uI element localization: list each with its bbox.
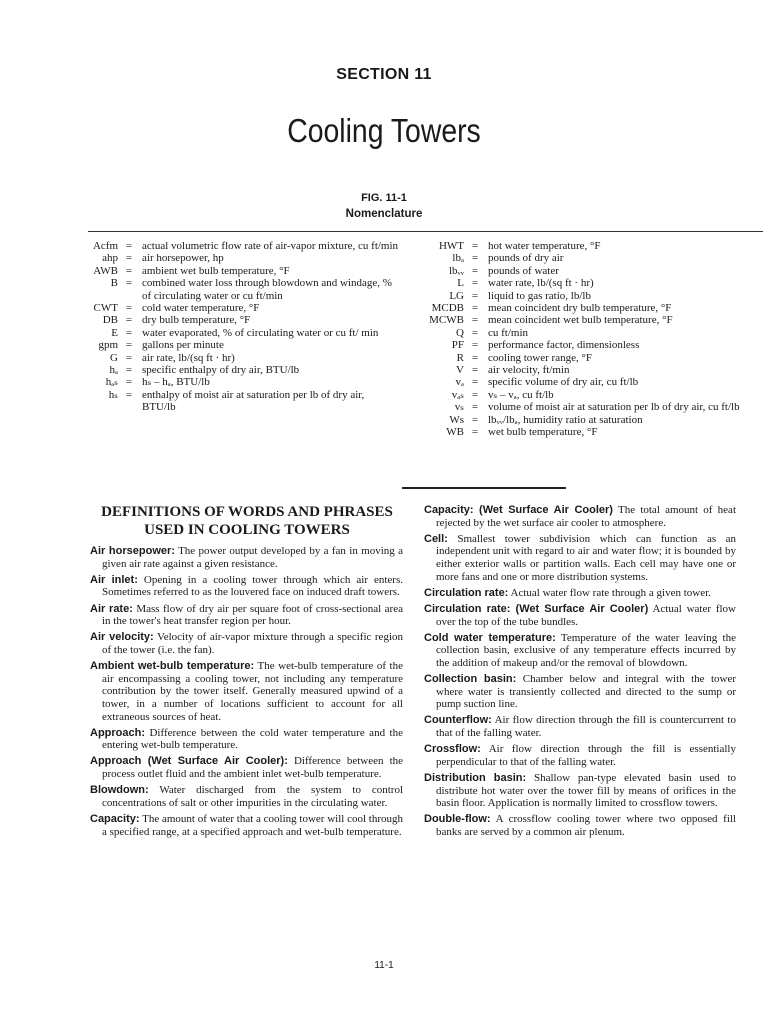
nomenclature-row [88,240,400,252]
definition-term: Capacity: (Wet Surface Air Cooler) [424,504,613,516]
definition-entry [424,632,736,670]
nomenclature-definition: air rate, lb/(sq ft · hr) [142,351,235,364]
equals-sign: = [125,264,133,277]
nomenclature-row [420,339,750,351]
definition-entry [90,631,403,656]
nomenclature-row [88,327,400,339]
definition-text: Opening in a cooling tower through which air enters. Sometimes referred to as the louvered face on induced draft towers. [102,573,403,599]
nomenclature-row [420,265,750,277]
equals-sign: = [125,339,133,352]
definition-text: Smallest tower subdivision which can function as an independent unit with regard to air and water flow; it is bounded by either exterior walls or partition walls. Each cell may have one or more fans and one or more distribution systems. [436,532,737,583]
nomenclature-definition: hot water temperature, °F [488,240,601,252]
nomenclature-row [88,376,400,388]
definition-text: Mass flow of dry air per square foot of cross-sectional area in the tower's heat transfer region per hour. [102,602,403,628]
definition-term: Counterflow: [424,714,492,727]
nomenclature-symbol: hₐₛ [105,376,118,389]
definition-text: A crossflow cooling tower where two opposed fill banks are served by a common air plenum. [436,813,736,838]
nomenclature-definition: lbᵥᵥ/lbₐ, humidity ratio at saturation [488,413,643,426]
nomenclature-symbol: vₐ [455,376,464,389]
equals-sign: = [471,240,479,252]
nomenclature-symbol: Acfm [92,240,118,252]
nomenclature-symbol: MCDB [431,302,464,315]
definition-term: Ambient wet-bulb temperature: [90,660,255,673]
equals-sign: = [471,413,479,426]
definition-term: Air rate: [90,602,133,615]
section-label: SECTION 11 [336,66,432,83]
equals-sign: = [125,302,133,315]
nomenclature-definition: mean coincident wet bulb temperature, °F [488,314,673,327]
nomenclature-symbol: AWB [93,264,118,277]
definition-text: Air flow direction through the fill is countercurrent to that of the falling water. [436,714,736,740]
nomenclature-row [420,414,750,426]
definition-text: Air flow direction through the fill is essentially perpendicular to that of the falling water. [436,743,736,768]
equals-sign: = [471,326,479,339]
nomenclature-row [420,327,750,339]
definition-term: Air velocity: [90,631,154,644]
nomenclature-row [420,252,750,264]
definition-entry [424,533,736,583]
definitions-right-column [424,504,736,842]
nomenclature-definition: volume of moist air at saturation per lb of dry air, cu ft/lb [488,401,740,414]
definition-term: Blowdown: [90,784,149,797]
equals-sign: = [125,351,133,364]
definition-text: The power output developed by a fan in moving a given air rate against a given resistance. [102,545,403,570]
nomenclature-row [420,389,750,401]
definition-term: Circulation rate: (Wet Surface Air Cooler) [424,602,649,615]
definition-text: Shallow pan-type elevated basin used to distribute hot water over the tower fill by means of orifices in the basin floor. Application is normally limited to crossflow towers. [436,772,736,810]
nomenclature-definition: water evaporated, % of circulating water or cu ft/ min [142,326,379,339]
nomenclature-definition: combined water loss through blowdown and windage, % of circulating water or cu ft/min [142,277,392,302]
definition-entry [424,587,736,600]
top-divider [88,231,763,232]
definition-text: Water discharged from the system to control concentrations of salt or other impurities in the circulating water. [102,784,403,809]
nomenclature-row [88,277,400,302]
nomenclature-symbol: LG [449,289,464,302]
equals-sign: = [471,401,479,414]
nomenclature-row [88,252,400,264]
definition-term: Approach: [90,726,145,739]
definition-entry [90,660,403,723]
equals-sign: = [125,326,133,339]
nomenclature-row [88,389,400,414]
definition-entry [424,743,736,768]
definition-entry [424,504,736,529]
nomenclature-definition: ambient wet bulb temperature, °F [142,264,290,277]
nomenclature-row [420,426,750,438]
equals-sign: = [125,376,133,389]
nomenclature-row [420,314,750,326]
nomenclature-definition: pounds of water [488,264,559,277]
definition-term: Collection basin: [424,673,517,686]
definition-term: Air inlet: [90,573,138,586]
nomenclature-symbol: hₐ [109,364,118,377]
definition-entry [90,755,403,780]
nomenclature-row [420,302,750,314]
nomenclature-definition: cu ft/min [488,326,529,339]
nomenclature-row [420,352,750,364]
definition-entry [90,727,403,752]
nomenclature-symbol: L [457,277,464,290]
definition-term: Double-flow: [424,813,491,826]
definition-entry [424,603,736,628]
nomenclature-row [88,302,400,314]
nomenclature-row [420,364,750,376]
definition-term: Approach (Wet Surface Air Cooler): [90,755,288,768]
definition-term: Distribution basin: [424,772,527,785]
nomenclature-symbol: E [111,326,118,339]
nomenclature-definition: specific enthalpy of dry air, BTU/lb [142,364,300,377]
nomenclature-symbol: ahp [102,252,118,265]
nomenclature-symbol: WB [446,426,464,439]
equals-sign: = [125,277,133,290]
nomenclature-symbol: vₐₛ [451,388,464,401]
definition-entry [424,772,736,810]
definition-text: The total amount of heat rejected by the wet surface air cooler to atmosphere. [436,504,736,529]
nomenclature-symbol: V [456,364,464,377]
nomenclature-definition: air velocity, ft/min [488,364,570,377]
nomenclature-right-column [420,240,750,439]
equals-sign: = [125,364,133,377]
definition-text: Difference between the process outlet fluid and the ambient inlet wet-bulb temperature. [102,755,404,781]
equals-sign: = [125,252,133,265]
definition-term: Crossflow: [424,743,481,756]
nomenclature-definition: pounds of dry air [488,252,564,265]
definition-text: Actual water flow over the top of the tube bundles. [436,602,736,628]
definition-entry [90,574,403,599]
nomenclature-symbol: B [110,277,118,290]
definition-text: Temperature of the water leaving the collection basin, exclusive of any temperature effects incurred by the addition of makeup and/or the removal of blowdown. [436,631,736,669]
definitions-heading: DEFINITIONS OF WORDS AND PHRASES USED IN COOLING TOWERS [101,504,393,538]
equals-sign: = [471,252,479,265]
nomenclature-row [88,352,400,364]
nomenclature-row [88,314,400,326]
nomenclature-definition: cooling tower range, °F [488,351,592,364]
nomenclature-symbol: R [456,351,464,364]
definition-entry [424,813,736,838]
equals-sign: = [471,364,479,377]
definition-text: The wet-bulb temperature of the air encompassing a cooling tower, not including any temperature contribution by the tower itself. Generally measured upwind of a tower, in a number of locations sufficient to account for all extraneous sources of heat. [102,660,403,723]
nomenclature-symbol: gpm [98,339,118,352]
nomenclature-row [88,339,400,351]
equals-sign: = [471,302,479,315]
equals-sign: = [471,314,479,327]
nomenclature-definition: dry bulb temperature, °F [142,314,251,327]
equals-sign: = [125,314,133,327]
nomenclature-symbol: lbₐ [452,252,464,265]
definition-term: Circulation rate: [424,586,509,599]
definition-entry [424,673,736,711]
nomenclature-definition: gallons per minute [142,339,224,352]
equals-sign: = [125,240,133,252]
nomenclature-row [420,240,750,252]
equals-sign: = [471,388,479,401]
nomenclature-symbol: Q [456,326,464,339]
definition-entry [90,784,403,809]
nomenclature-symbol: vₛ [454,401,464,414]
definition-text: Actual water flow rate through a given tower. [510,586,711,599]
equals-sign: = [471,339,479,352]
equals-sign: = [471,277,479,290]
nomenclature-definition: specific volume of dry air, cu ft/lb [488,376,639,389]
equals-sign: = [471,351,479,364]
nomenclature-row [420,376,750,388]
nomenclature-symbol: lbᵥᵥ [448,264,464,277]
nomenclature-definition: wet bulb temperature, °F [488,426,598,439]
nomenclature-definition: air horsepower, hp [142,252,224,265]
nomenclature-definition: mean coincident dry bulb temperature, °F [488,302,672,315]
definition-text: Velocity of air-vapor mixture through a specific region of the tower (i.e. the fan). [102,631,403,656]
definition-term: Air horsepower: [90,545,175,557]
equals-sign: = [471,426,479,439]
nomenclature-symbol: G [110,351,118,364]
definition-term: Cold water temperature: [424,631,556,644]
nomenclature-row [88,364,400,376]
nomenclature-definition: performance factor, dimensionless [488,339,640,352]
nomenclature-definition: actual volumetric flow rate of air-vapor mixture, cu ft/min [142,240,399,252]
nomenclature-definition: enthalpy of moist air at saturation per lb of dry air, BTU/lb [142,388,365,414]
nomenclature-symbol: PF [451,339,464,352]
nomenclature-row [420,290,750,302]
nomenclature-row [88,265,400,277]
nomenclature-definition: liquid to gas ratio, lb/lb [488,289,591,302]
section-divider [402,487,566,489]
equals-sign: = [471,264,479,277]
nomenclature-definition: vₛ – vₐ, cu ft/lb [488,388,554,401]
page-number: 11-1 [374,960,394,971]
nomenclature-left-column [88,240,400,414]
equals-sign: = [471,289,479,302]
nomenclature-definition: water rate, lb/(sq ft · hr) [488,277,594,290]
nomenclature-symbol: MCWB [429,314,464,327]
page-title: Cooling Towers [287,112,481,149]
nomenclature-symbol: DB [102,314,118,327]
nomenclature-definition: cold water temperature, °F [142,302,260,315]
equals-sign: = [125,388,133,401]
figure-title: Nomenclature [345,208,423,220]
nomenclature-symbol: HWT [438,240,464,252]
definition-text: The amount of water that a cooling tower will cool through a specified range, at a specified approach and wet-bulb temperature. [102,813,403,838]
equals-sign: = [471,376,479,389]
definition-entry [90,603,403,628]
definition-entry [90,545,403,570]
nomenclature-row [420,277,750,289]
nomenclature-symbol: hₛ [108,388,118,401]
definition-term: Capacity: [90,813,140,826]
nomenclature-definition: hₛ – hₐ, BTU/lb [142,376,210,389]
definitions-left-column [90,545,403,842]
definition-text: Difference between the cold water temperature and the entering wet-bulb temperature. [102,726,403,752]
nomenclature-symbol: CWT [93,302,118,315]
definition-term: Cell: [424,532,448,545]
definition-entry [90,813,403,838]
figure-label: FIG. 11-1 [361,192,407,204]
nomenclature-row [420,401,750,413]
definition-text: Chamber below and integral with the tower where water is transiently collected and directed to the sump or pump suction line. [436,673,736,711]
definition-entry [424,714,736,739]
nomenclature-symbol: Ws [449,413,464,426]
